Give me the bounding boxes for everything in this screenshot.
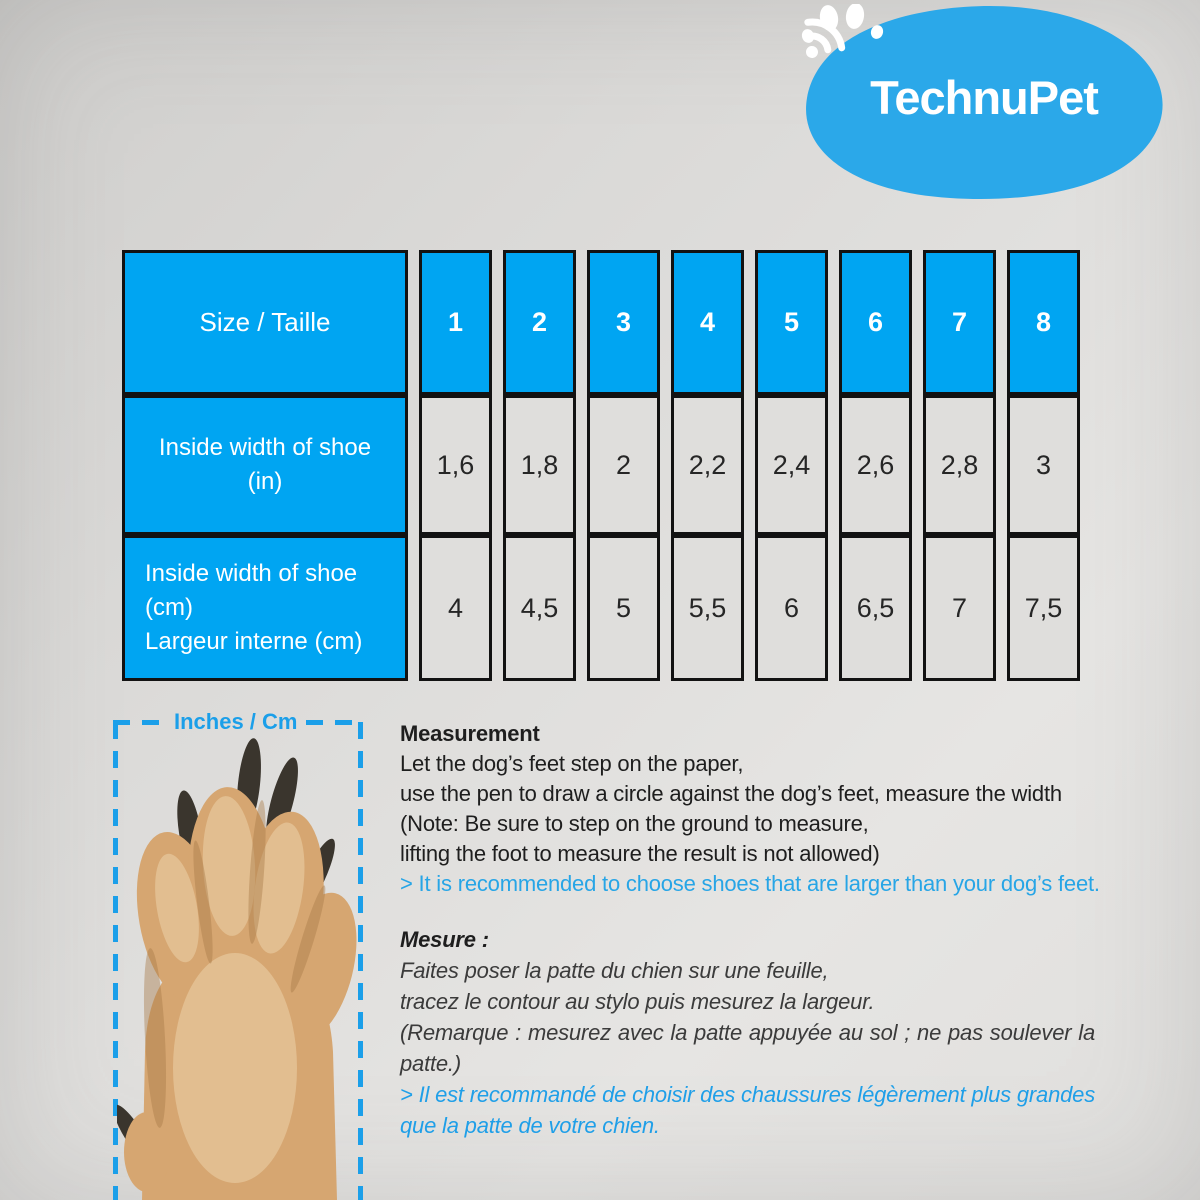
table-cell: 2,8 [923,395,996,535]
table-cell: 4,5 [503,535,576,681]
instructions-en-title: Measurement [400,721,540,746]
size-column-header: 5 [755,250,828,395]
size-column-header: 4 [671,250,744,395]
dog-paw-image [117,738,357,1200]
size-column-header: 2 [503,250,576,395]
row-label-inches: Inside width of shoe (in) [122,395,408,535]
instruction-line: Faites poser la patte du chien sur une feuille, [400,958,829,983]
table-cell: 2,4 [755,395,828,535]
instructions-fr-title: Mesure : [400,927,489,952]
instruction-line: Let the dog’s feet step on the paper, [400,751,744,776]
instruction-line: tracez le contour au stylo puis mesurez la largeur. [400,989,875,1014]
table-cell: 5,5 [671,535,744,681]
instruction-line: lifting the foot to measure the result is not allowed) [400,841,880,866]
table-cell: 7,5 [1007,535,1080,681]
table-cell: 1,8 [503,395,576,535]
instructions-french [400,924,1095,1141]
table-cell: 6 [755,535,828,681]
table-cell: 2 [587,395,660,535]
instruction-line: use the pen to draw a circle against the dog’s feet, measure the width [400,781,1062,806]
paw-print-icon [798,4,888,48]
table-cell: 4 [419,535,492,681]
dashed-border-right [358,722,363,1200]
brand-name: TechnuPet [870,71,1098,124]
size-chart-table [122,250,1080,681]
table-cell: 2,6 [839,395,912,535]
size-column-header: 8 [1007,250,1080,395]
size-column-header: 3 [587,250,660,395]
table-cell: 7 [923,535,996,681]
instruction-note-fr: (Remarque : mesurez avec la patte appuyée au sol ; ne pas soulever la patte.) [400,1020,1095,1076]
size-column-header: 7 [923,250,996,395]
table-cell: 6,5 [839,535,912,681]
size-column-header: 1 [419,250,492,395]
table-header-size: Size / Taille [122,250,408,395]
brand-logo [798,4,1170,200]
table-cell: 1,6 [419,395,492,535]
instruction-recommendation-fr: > Il est recommandé de choisir des chaussures légèrement plus grandes que la patte de votre chien. [400,1082,1095,1138]
size-column-header: 6 [839,250,912,395]
instruction-line: (Note: Be sure to step on the ground to measure, [400,811,869,836]
table-cell: 2,2 [671,395,744,535]
table-cell: 3 [1007,395,1080,535]
measure-box-label: Inches / Cm [174,709,298,734]
instruction-recommendation-en: > It is recommended to choose shoes that are larger than your dog’s feet. [400,871,1100,896]
paw-measure-box [113,709,363,1200]
table-cell: 5 [587,535,660,681]
instructions-english [400,719,1100,899]
row-label-cm: Inside width of shoe (cm) Largeur interne (cm) [122,535,408,681]
